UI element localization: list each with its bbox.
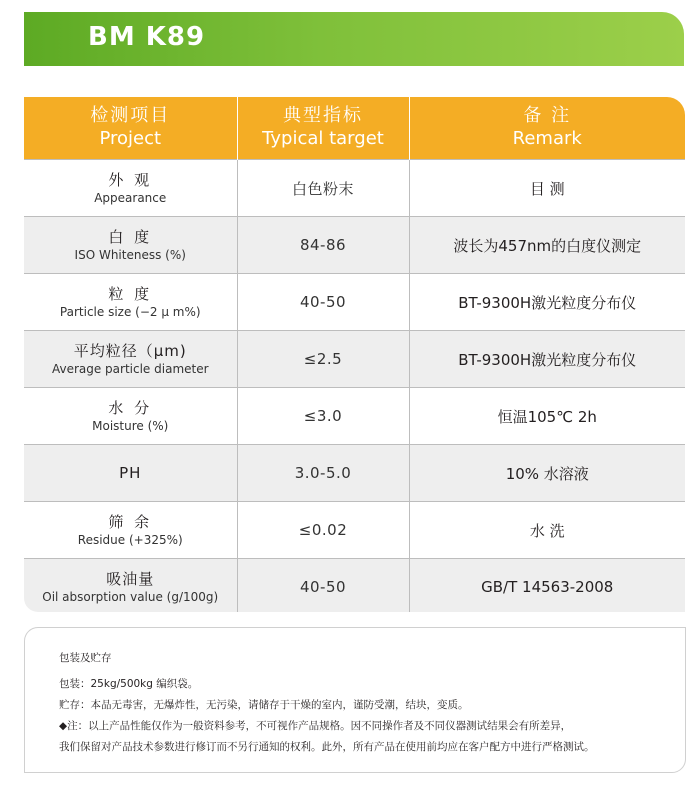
remark-cell: BT-9300H激光粒度分布仪 — [409, 331, 685, 388]
table-row — [24, 445, 685, 502]
table-row — [24, 331, 685, 388]
remark-cell: BT-9300H激光粒度分布仪 — [409, 274, 685, 331]
remark-cell: 恒温105℃ 2h — [409, 388, 685, 445]
table-row — [24, 274, 685, 331]
value-cell: ≤0.02 — [237, 502, 409, 559]
disclaimer-line-2: 我们保留对产品技术参数进行修订而不另行通知的权利。此外，所有产品在使用前均应在客户配方中进行严格测试。 — [59, 741, 595, 753]
remark-cell: 水 洗 — [409, 502, 685, 559]
header-project-en: Project — [99, 128, 162, 149]
project-cell — [24, 559, 237, 613]
value-cell: ≤3.0 — [237, 388, 409, 445]
value-cell: 白色粉末 — [237, 160, 409, 217]
project-en: Residue (+325%) — [77, 533, 183, 547]
project-cell — [24, 160, 237, 217]
header-remark-zh: 备 注 — [523, 105, 572, 126]
product-title: BM K89 — [88, 22, 206, 52]
disclaimer-line-1: ◆注：以上产品性能仅作为一般资料参考，不可视作产品规格。因不同操作者及不同仪器测试结果会有所差异， — [59, 720, 572, 732]
project-zh: 白 度 — [108, 228, 153, 246]
value-cell: 40-50 — [237, 274, 409, 331]
project-cell — [24, 388, 237, 445]
table-row — [24, 388, 685, 445]
project-cell — [24, 445, 237, 502]
title-banner — [24, 12, 684, 66]
table-header-row — [24, 97, 685, 160]
project-en: Average particle diameter — [51, 362, 209, 376]
project-cell — [24, 331, 237, 388]
project-zh: 平均粒径（μm) — [73, 342, 187, 360]
project-en: Oil absorption value (g/100g) — [42, 590, 219, 604]
project-cell — [24, 502, 237, 559]
header-typical-target — [237, 97, 409, 160]
table-row — [24, 502, 685, 559]
value-cell: 40-50 — [237, 559, 409, 613]
header-typical-zh: 典型指标 — [283, 105, 363, 126]
project-en: Particle size (−2 μ m%) — [59, 305, 201, 319]
storage-text: 贮存：本品无毒害，无爆炸性，无污染，请储存于干燥的室内，谨防受潮，结块，变质。 — [59, 699, 469, 711]
header-remark-en: Remark — [512, 128, 582, 149]
table-row — [24, 217, 685, 274]
project-zh: 筛 余 — [108, 513, 153, 531]
project-zh: PH — [119, 464, 142, 482]
remark-cell: 10% 水溶液 — [409, 445, 685, 502]
project-en: Moisture (%) — [92, 419, 169, 433]
header-remark — [409, 97, 685, 160]
project-en: Appearance — [94, 191, 167, 205]
spec-table — [24, 97, 685, 612]
packaging-notes-box — [24, 627, 686, 773]
value-cell: 84-86 — [237, 217, 409, 274]
project-zh: 吸油量 — [106, 570, 155, 588]
remark-cell: GB/T 14563-2008 — [409, 559, 685, 613]
table-row — [24, 160, 685, 217]
notes-heading: 包装及贮存 — [59, 652, 112, 664]
project-cell — [24, 217, 237, 274]
spec-table-container — [24, 97, 685, 612]
project-zh: 粒 度 — [108, 285, 153, 303]
header-project — [24, 97, 237, 160]
project-zh: 水 分 — [108, 399, 153, 417]
packaging-text: 包装：25kg/500kg 编织袋。 — [59, 678, 199, 690]
header-project-zh: 检测项目 — [90, 105, 171, 126]
remark-cell: 波长为457nm的白度仪测定 — [409, 217, 685, 274]
header-typical-en: Typical target — [262, 128, 384, 149]
value-cell: ≤2.5 — [237, 331, 409, 388]
value-cell: 3.0-5.0 — [237, 445, 409, 502]
project-zh: 外 观 — [108, 171, 153, 189]
project-cell — [24, 274, 237, 331]
remark-cell: 目 测 — [409, 160, 685, 217]
table-row — [24, 559, 685, 613]
project-en: ISO Whiteness (%) — [74, 248, 186, 262]
